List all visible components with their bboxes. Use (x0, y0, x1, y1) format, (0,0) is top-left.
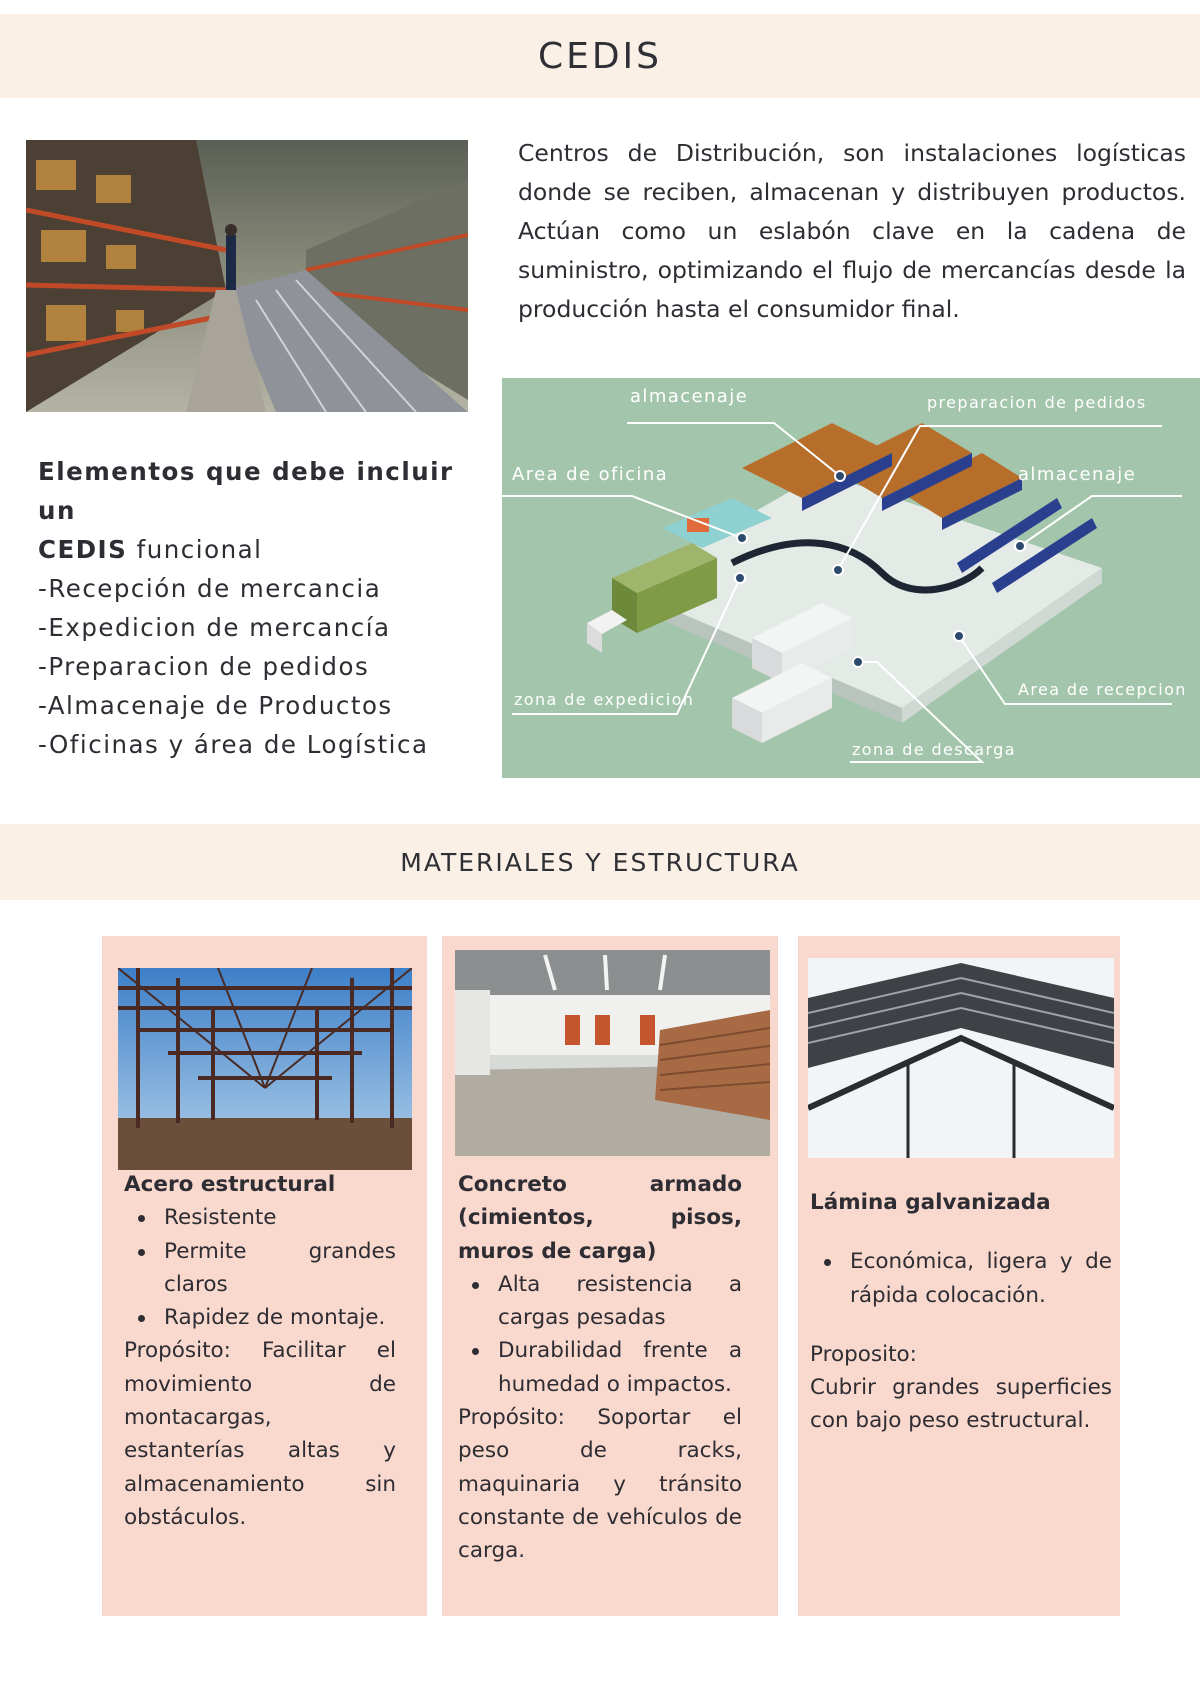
elements-heading-cedis: CEDIS (38, 535, 128, 564)
list-item: -Almacenaje de Productos (38, 691, 393, 720)
card-concrete-title: Concreto armado (cimientos, pisos, muros de carga) (458, 1172, 742, 1264)
list-item: -Preparacion de pedidos (38, 652, 370, 681)
list-item: Resistente (124, 1201, 396, 1234)
label-office-area: Area de oficina (512, 464, 669, 485)
label-storage-top: almacenaje (630, 386, 749, 407)
steel-structure-photo (118, 968, 412, 1170)
elements-heading-rest: funcional (127, 535, 263, 564)
list-item: Durabilidad frente a humedad o impactos. (458, 1334, 742, 1401)
card-galvanized-title: Lámina galvanizada (810, 1190, 1051, 1215)
materials-band (0, 824, 1200, 900)
label-storage-right: almacenaje (1018, 464, 1137, 485)
page-title: CEDIS (537, 35, 663, 77)
list-item: Alta resistencia a cargas pesadas (458, 1268, 742, 1335)
galvanized-roof-photo (808, 958, 1114, 1158)
materials-title: MATERIALES Y ESTRUCTURA (400, 847, 800, 877)
elements-list (38, 452, 488, 764)
diagram-illustration (502, 378, 1200, 778)
list-item: -Expedicion de mercancía (38, 613, 391, 642)
title-band (0, 14, 1200, 98)
label-receiving-area: Area de recepcion (1018, 680, 1187, 699)
card-concrete-text (458, 1168, 742, 1568)
intro-paragraph: Centros de Distribución, son instalaciones logísticas donde se reciben, almacenan y distribuyen productos. Actúan como un eslabón clave en la cadena de suministro, optimizando el flujo de mercancías desde la producción hasta el consumidor final. (518, 139, 1186, 323)
list-item: Económica, ligera y de rápida colocación. (810, 1245, 1112, 1312)
elements-heading (38, 452, 488, 569)
warehouse-photo (26, 140, 468, 412)
list-item: -Oficinas y área de Logística (38, 730, 429, 759)
card-galvanized-purpose-label: Proposito: (810, 1341, 917, 1367)
card-steel-purpose: Propósito: Facilitar el movimiento de montacargas, estanterías altas y almacenamiento sin obstáculos. (124, 1338, 396, 1530)
card-galvanized-text (810, 1186, 1112, 1438)
label-unloading-zone: zona de descarga (852, 740, 1016, 759)
elements-heading-line1: Elementos que debe incluir un (38, 457, 454, 525)
list-item: Permite grandes claros (124, 1235, 396, 1302)
label-order-picking: preparacion de pedidos (927, 393, 1147, 412)
concrete-warehouse-photo (455, 950, 770, 1156)
list-item: -Recepción de mercancia (38, 574, 382, 603)
card-steel-text (124, 1168, 396, 1534)
label-shipping-zone: zona de expedicion (514, 690, 695, 709)
card-steel-title: Acero estructural (124, 1172, 336, 1197)
cedis-layout-diagram (502, 378, 1200, 778)
list-item: Rapidez de montaje. (124, 1301, 396, 1334)
card-concrete-purpose: Propósito: Soportar el peso de racks, maquinaria y tránsito constante de vehículos de carga. (458, 1405, 742, 1564)
card-galvanized-purpose: Cubrir grandes superficies con bajo peso estructural. (810, 1375, 1112, 1434)
